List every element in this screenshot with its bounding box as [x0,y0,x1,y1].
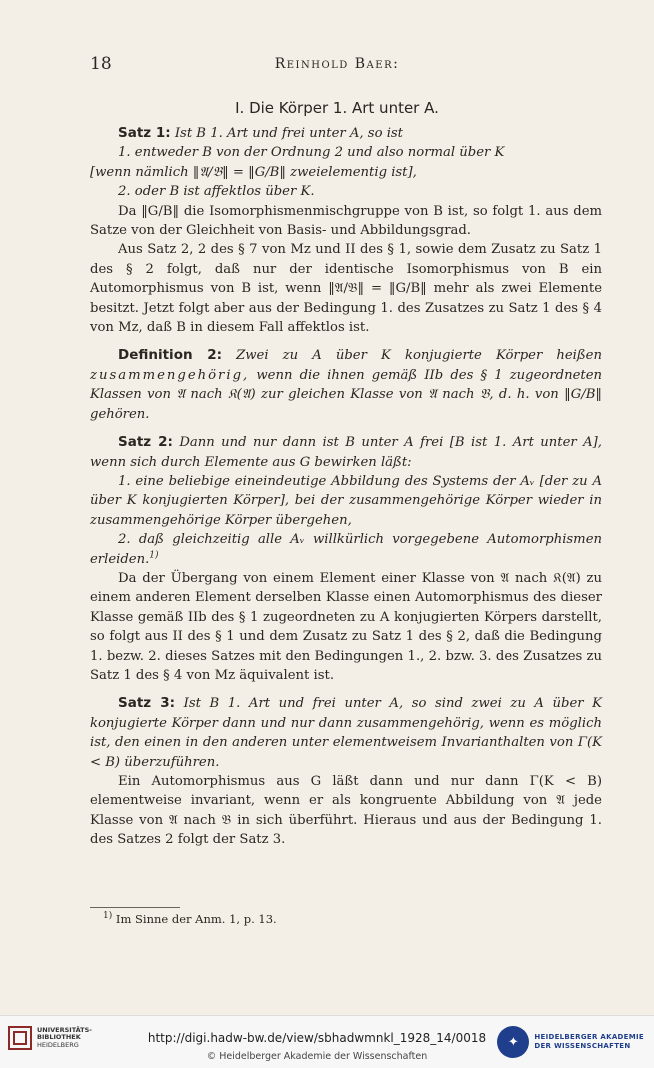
library-logo-icon [8,1026,32,1050]
copyright-notice: © Heidelberger Akademie der Wissenschaften [206,1051,428,1062]
academy-logo[interactable]: ✦ HEIDELBERGER AKADEMIE DER WISSENSCHAFTEN [497,1026,644,1058]
satz1-item1: 1. entweder B von der Ordnung 2 und also normal über K [118,145,505,161]
running-header [90,54,584,78]
footnote-rule [90,907,180,908]
satz1-item2: 2. oder B ist affektlos über K. [118,184,315,200]
satz2-label: Satz 2: [118,434,173,451]
footnote-ref: 1) [149,550,159,561]
permalink-url[interactable]: http://digi.hadw-bw.de/view/sbhadwmnkl_1928_14/0018 [147,1031,487,1045]
university-library-logo[interactable]: UNIVERSITÄTS- BIBLIOTHEK HEIDELBERG [8,1026,92,1050]
section-title: I. Die Körper 1. Art unter A. [235,99,439,117]
satz1-label: Satz 1: [118,125,171,141]
body-text [90,124,602,850]
definition-2-label: Definition 2: [118,347,222,364]
satz1-item1b: [wenn nämlich ‖𝔄/𝔅‖ = ‖G/B‖ zweielementig ist], [90,164,417,180]
satz3-statement: Satz 3: Ist B 1. Art und frei unter A, so sind zwei zu A über K konjugierte Körper dann und nur dann zusammengehörig, wenn es möglich ist, den einen in den anderen unter elementweisem Invarianthalten von Γ(K < B) überzuführen. [90,695,602,770]
academy-seal-icon: ✦ [497,1026,529,1058]
satz2-item1: 1. eine beliebige eineindeutige Abbildung des Systems der Aᵥ [der zu A über K konjugierten Körper], bei der zusammengehörige Körper wieder in zusammengehörige Körper übergehen, [90,473,602,528]
satz2-item2: 2. daß gleichzeitig alle Aᵥ willkürlich vorgegebene Automorphismen erleiden.$^{1)}$ [90,532,602,567]
paragraph-1: Da ‖G/B‖ die Isomorphismenmischgruppe von B ist, so folgt 1. aus dem Satze von der Gleichheit von Basis- und Abbildungsgrad. [90,203,602,239]
paragraph-2: Aus Satz 2, 2 des § 7 von Mz und II des § 1, sowie dem Zusatz zu Satz 1 des § 2 folgt, daß nur der identische Isomorphismus von B ein Automorphismus von B ist, wenn ‖𝔄/𝔅‖ = ‖G/B‖ mehr als zwei Elemente besitzt. Jetzt folgt aber aus der Bedingung 1. des Zusatzes zu Satz 1 des § 4 von Mz, daß B in diesem Fall affektlos ist. [90,242,602,336]
satz2-statement: Satz 2: Dann und nur dann ist B unter A frei [B ist 1. Art unter A], wenn sich durch Elemente aus G bewirken läßt: [90,434,602,470]
paragraph-3: Da der Übergang von einem Element einer Klasse von 𝔄 nach 𝔎(𝔄) zu einem anderen Element derselben Klasse einen Automorphismus des dieser Klasse gemäß IIb des § 1 zugeordneten zu A konjugierten Körpers darstellt, so folgt aus II des § 1 und dem Zusatz zu Satz 1 des § 2, daß die Bedingung 1. bezw. 2. dieses Satzes mit den Bedingungen 1., 2. bzw. 3. des Zusatzes zu Satz 1 des § 4 von Mz äquivalent ist. [90,570,602,683]
satz1-statement: Satz 1: Ist B 1. Art und frei unter A, so ist [118,125,403,141]
satz3-label: Satz 3: [118,695,176,712]
paragraph-4: Ein Automorphismus aus G läßt dann und nur dann Γ(K < B) elementweise invariant, wenn er als kongruente Abbildung von 𝔄 jede Klasse von 𝔄 nach 𝔅 in sich überführt. Hieraus und aus der Bedingung 1. des Satzes 2 folgt der Satz 3. [90,774,602,848]
definition-2: Definition 2: Zwei zu A über K konjugierte Körper heißen zusammengehörig, wenn die ihnen gemäß IIb des § 1 zugeordneten Klassen von 𝔄 nach 𝔎(𝔄) zur gleichen Klasse von 𝔄 nach 𝔅, d. h. von ‖G/B‖ gehören. [90,347,602,422]
viewer-footer [0,1015,654,1068]
footnote: $^{1)}$ Im Sinne der Anm. 1, p. 13. [103,911,277,926]
running-head: Reinhold Baer: [274,56,400,72]
page-number: 18 [90,54,112,74]
